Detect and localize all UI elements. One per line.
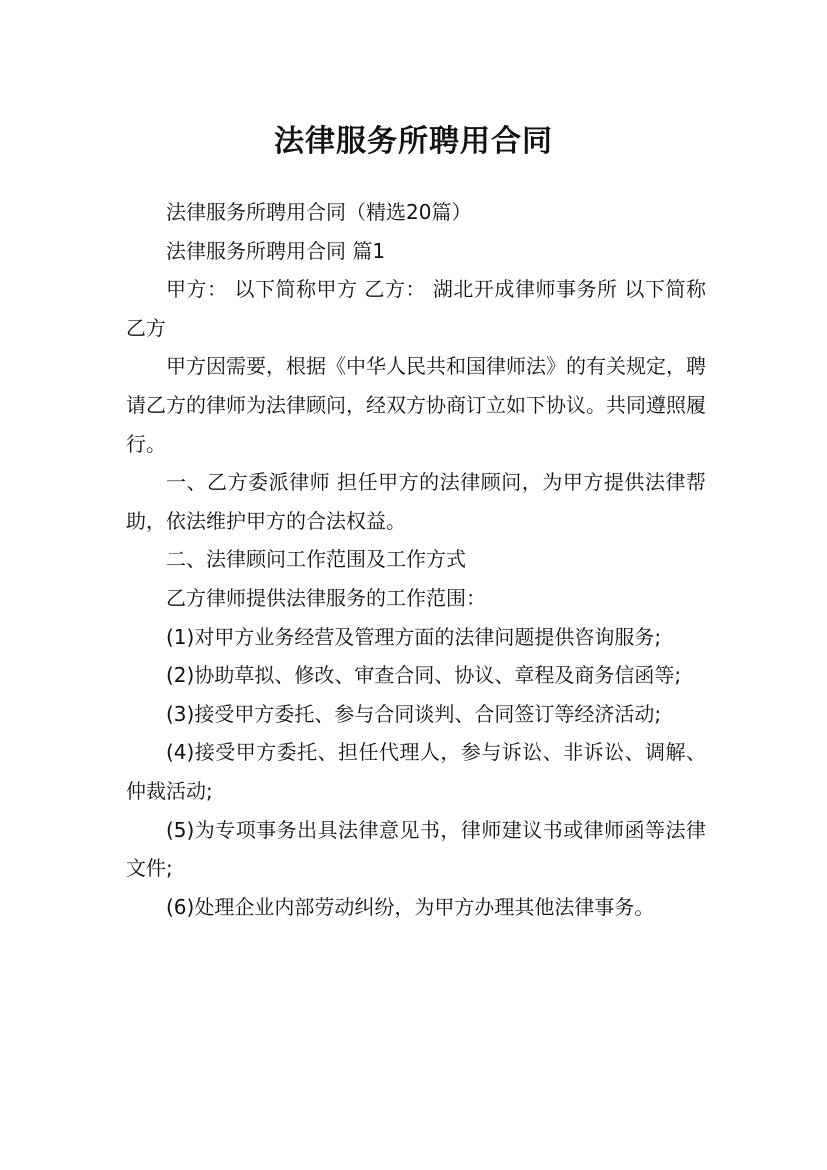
paragraph-purpose: 甲方因需要，根据《中华人民共和国律师法》的有关规定，聘请乙方的律师为法律顾问，经双方协商订立如下协议。共同遵照履行。 xyxy=(126,354,706,456)
paragraph-scope-item-1: (1)对甲方业务经营及管理方面的法律问题提供咨询服务; xyxy=(166,624,662,649)
paragraph-article-heading: 法律服务所聘用合同 篇1 xyxy=(166,238,386,263)
paragraph-parties: 甲方： 以下简称甲方 乙方： 湖北开成律师事务所 以下简称乙方 xyxy=(126,277,706,340)
document-title: 法律服务所聘用合同 xyxy=(274,124,553,160)
document-body xyxy=(126,193,706,926)
paragraph-subtitle: 法律服务所聘用合同（精选20篇） xyxy=(166,200,472,224)
paragraph-scope-item-6: (6)处理企业内部劳动纠纷，为甲方办理其他法律事务。 xyxy=(166,894,655,919)
paragraph-clause-two-heading: 二、法律顾问工作范围及工作方式 xyxy=(166,547,466,572)
paragraph-scope-item-5: (5)为专项事务出具法律意见书，律师建议书或律师函等法律文件; xyxy=(126,817,706,881)
paragraph-scope-item-3: (3)接受甲方委托、参与合同谈判、合同签订等经济活动; xyxy=(166,701,662,726)
paragraph-service-scope: 乙方律师提供法律服务的工作范围： xyxy=(166,585,486,610)
paragraph-clause-one: 一、乙方委派律师 担任甲方的法律顾问，为甲方提供法律帮助，依法维护甲方的合法权益。 xyxy=(126,470,706,533)
paragraph-scope-item-2: (2)协助草拟、修改、审查合同、协议、章程及商务信函等; xyxy=(166,663,682,688)
paragraph-scope-item-4: (4)接受甲方委托、担任代理人，参与诉讼、非诉讼、调解、仲裁活动; xyxy=(126,740,706,803)
